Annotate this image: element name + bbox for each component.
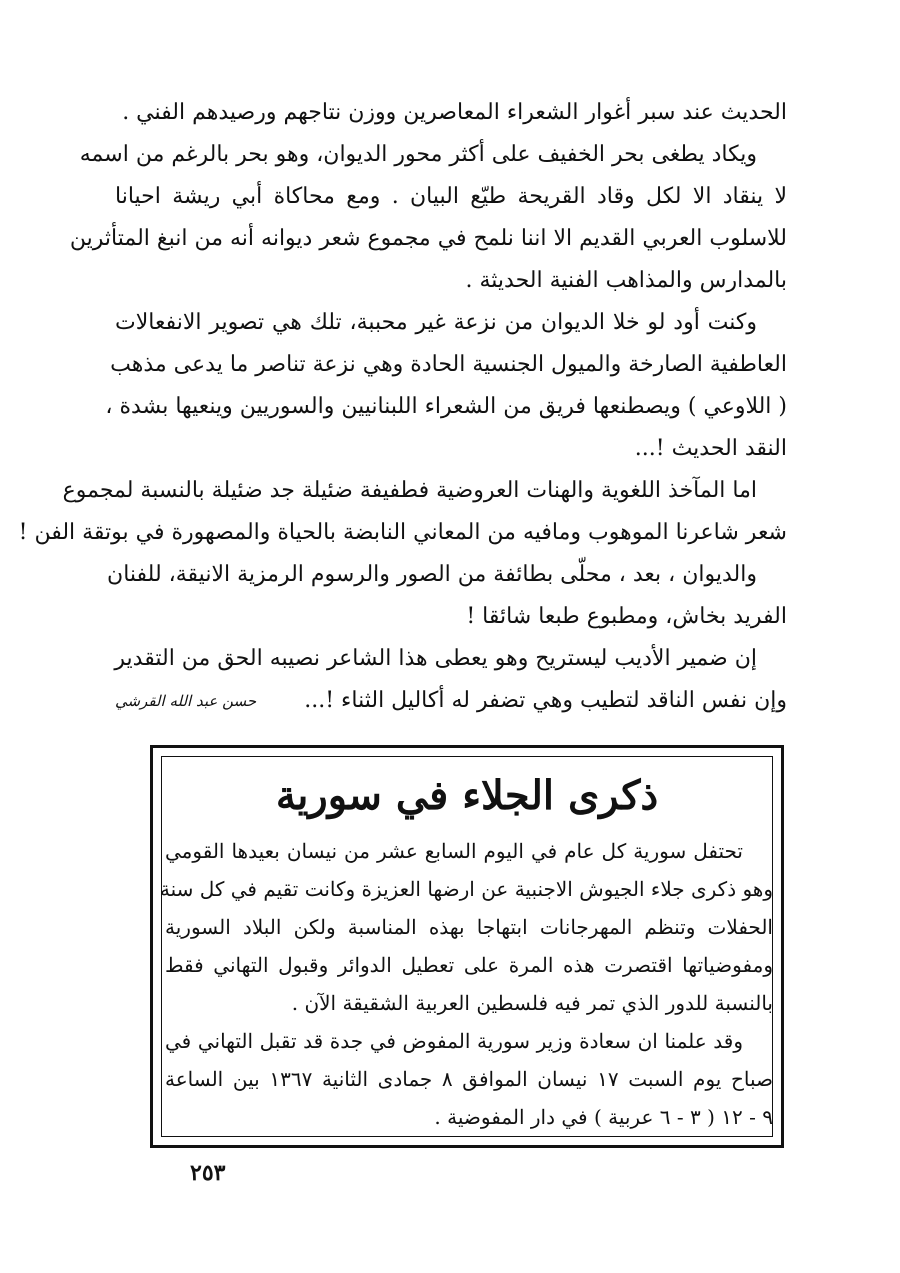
text-line: النقد الحديث !... — [634, 436, 787, 461]
page-number: ٢٥٣ — [190, 1160, 226, 1186]
text-line: شعر شاعرنا الموهوب ومافيه من المعاني النابضة بالحياة والمصهورة في بوتقة الفن ! — [18, 520, 787, 545]
text-line: الحفلات وتنظم المهرجانات ابتهاجا بهذه المناسبة ولكن البلاد السورية — [165, 915, 773, 939]
author-signature: حسن عبد الله القرشي — [115, 692, 257, 710]
announcement-body — [159, 832, 773, 1136]
text-line: ويكاد يطغى بحر الخفيف على أكثر محور الديوان، وهو بحر بالرغم من اسمه — [79, 142, 757, 167]
text-line: إن ضمير الأديب ليستريح وهو يعطى هذا الشاعر نصيبه الحق من التقدير — [114, 646, 757, 671]
text-line: الحديث عند سبر أغوار الشعراء المعاصرين ووزن نتاجهم ورصيدهم الفني . — [122, 100, 787, 125]
text-line: بالمدارس والمذاهب الفنية الحديثة . — [465, 268, 787, 293]
announcement-title: ذكرى الجلاء في سورية — [275, 772, 659, 819]
text-line: تحتفل سورية كل عام في اليوم السابع عشر من نيسان بعيدها القومي — [165, 839, 743, 863]
text-line: والديوان ، بعد ، محلّى بطائفة من الصور والرسوم الرمزية الانيقة، للفنان — [107, 562, 757, 587]
text-line: وإن نفس الناقد لتطيب وهي تضفر له أكاليل الثناء !... — [304, 688, 787, 713]
text-line: الفريد بخاش، ومطبوع طبعا شائقا ! — [466, 604, 787, 629]
announcement-box — [150, 745, 784, 1148]
text-line: اما المآخذ اللغوية والهنات العروضية فطفيفة ضئيلة جد ضئيلة بالنسبة لمجموع — [62, 478, 757, 503]
text-line: العاطفية الصارخة والميول الجنسية الحادة وهي نزعة تناصر ما يدعى مذهب — [110, 352, 787, 377]
text-line: للاسلوب العربي القديم الا اننا نلمح في مجموع شعر ديوانه أنه من انبغ المتأثرين — [69, 226, 787, 251]
signature-line — [115, 680, 787, 722]
text-line: صباح يوم السبت ١٧ نيسان الموافق ٨ جمادى الثانية ١٣٦٧ بين الساعة — [165, 1067, 773, 1091]
article-body — [18, 92, 787, 722]
text-line: وكنت أود لو خلا الديوان من نزعة غير محببة، تلك هي تصوير الانفعالات — [115, 310, 757, 335]
text-line: ( اللاوعي ) ويصطنعها فريق من الشعراء اللبنانيين والسوريين وينعيها بشدة ، — [105, 394, 787, 419]
text-line: ٩ - ١٢ ( ٣ - ٦ عربية ) في دار المفوضية . — [434, 1105, 773, 1129]
text-line: لا ينقاد الا لكل وقاد القريحة طيّع البيان . ومع محاكاة أبي ريشة احيانا — [115, 184, 787, 209]
text-line: وقد علمنا ان سعادة وزير سورية المفوض في جدة قد تقبل التهاني في — [165, 1029, 743, 1053]
text-line: ومفوضياتها اقتصرت هذه المرة على تعطيل الدوائر وقبول التهاني فقط — [165, 953, 773, 977]
text-line: وهو ذكرى جلاء الجيوش الاجنبية عن ارضها العزيزة وكانت تقيم في كل سنة — [159, 877, 773, 901]
text-line: بالنسبة للدور الذي تمر فيه فلسطين العربية الشقيقة الآن . — [291, 991, 773, 1015]
